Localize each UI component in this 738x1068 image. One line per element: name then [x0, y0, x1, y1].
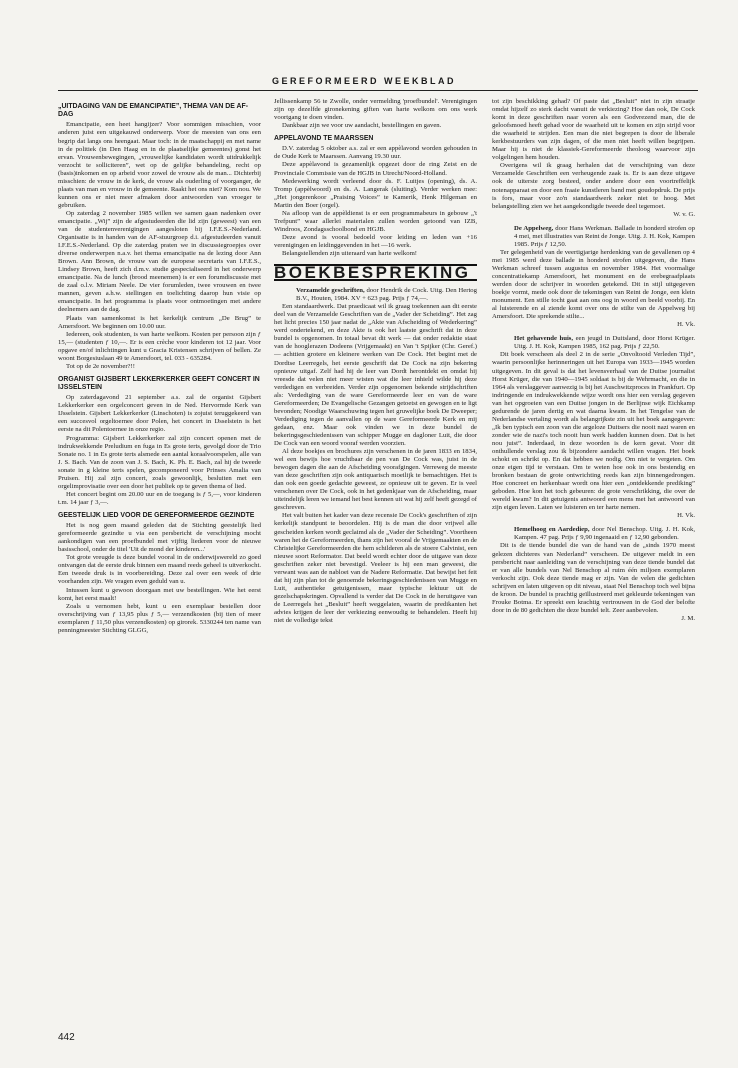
paragraph: Tot grote vreugde is deze bundel vooral in de onderwijswereld zo goed ontvangen dat de eerste druk binnen een maand reeds geheel is uitverkocht. Een tweede druk is in voorbereiding. Deze zal over een week of drie voorhanden zijn. We vragen even geduld van u.: [58, 554, 261, 586]
article-title: APPELAVOND TE MAARSSEN: [274, 135, 374, 143]
paragraph: Deze avond is vooral bedoeld voor leiding en leden van +16 verenigingen en leidinggevenden in het —16 werk.: [274, 233, 477, 249]
paragraph: Na afloop van de appèldienst is er een programmabeurs in gebouw „'t Trefpunt” waar allerlei materialen zullen worden getoond van IZB, Windroos, Zondagsschoolbond en HGJB.: [274, 209, 477, 233]
review-heading: [492, 225, 695, 249]
paragraph: Tot op de 2e november?!!: [66, 362, 135, 370]
book-title: Het gehavende huis,: [514, 335, 574, 343]
paragraph: Het concert begint om 20.00 uur en de toegang is ƒ 5,—, voor kinderen t.m. 14 jaar ƒ 3,—.: [58, 490, 261, 506]
paragraph: Op zaterdagavond 21 september a.s. zal de organist Gijsbert Lekkerkerker een orgelconcert geven in de Ned. Hervormde Kerk van IJsselstein. Gijsbert Lekkerkerker (Linschoten) is zojuist teruggekeerd van een succesvol orgeltoernee door Polen, het concert in IJsselstein is het eerste na dit Polentoernee in onze regio.: [58, 394, 261, 434]
reviewer-signature: J. M.: [681, 614, 695, 622]
paragraph: Overigens wil ik graag herhalen dat de verschijning van deze Verzamelde Geschriften een verheugende zaak is. Er is aan deze uitgave ook de uiterste zorg besteed, onder andere door een voortreffelijk notenapparaat en door een fraaie kunstleren band met goudopdruk. De prijs is fors, maar voor zo'n standaardwerk zeker niet te hoog. Met belangstelling zien we het aangekondigde tweede deel tegemoet.: [492, 162, 695, 210]
column-2: [274, 98, 477, 1028]
column-1: [58, 98, 261, 1028]
article-title: GEESTELIJK LIED VOOR DE GEREFORMEERDE GEZINDTE: [58, 511, 255, 519]
book-title: Hemelhoog en Aardediep,: [514, 526, 590, 534]
paragraph: Dit boek verscheen als deel 2 in de serie „Onvoltooid Verleden Tijd”, waarin persoonlijke herinneringen uit het Europa van 1933—1945 worden uitgegeven. In dit geval is dat het levensverhaal van de Duitse journalist Horst Krüger, die van 1940—1945 soldaat is bij de Wehrmacht, en die in 1964 als verslaggever aanwezig is bij het Auschwitzproces in Frankfurt. Op indringende en indrukwekkende wijze wordt ons hier een verslag gegeven van het opgroeien van een Duitse jongen in de Berlijnse wijk Eichkamp gedurende de jaren dertig en wat daarna kwam. In het Tengelse van de Nederlandse vertaling wordt als belangrijkste zin uit het boek aangegeven: „Ik ben typisch een zoon van die argeloze Duitsers die nooit nazi waren en zonder wie de nazi's toch nooit hun werk hadden kunnen doen. Dat is het nou juist”. Inderdaad, in deze woorden is de kern gevat. Voor dit onthullende verslag zou ik bijzondere aandacht willen vragen. Het boek schokt en schrikt op. En dat hebben we nodig. Om niet te vergeten. Om onze eigen tijd te verstaan. Om te weten hoe ook in ons bestendig en bronken bestaan de grote ontwrichting reeds kan zijn binnengedrongen. Hoe concreet en herkenbaar wordt ons hier een „ontdekkende prediking” geboden. Hoe kon het toch gebeuren: de grote verschrikking, die over de wereld kwam? In dit getuigenis antwoord een mens met het antwoord van zijn eigen leven. Laten we luisteren en ter harte nemen.: [492, 351, 695, 512]
running-header: GEREFORMEERD WEEKBLAD: [272, 76, 457, 86]
book-details: door Nel Benschop. Uitg. J. H. Kok, Kampen. 47 pag. Prijs ƒ 9,90 ingenaaid en ƒ 12,90 gebonden.: [514, 526, 695, 542]
paragraph: tot zijn beschikking gehad? Of paste dat „Besluit” niet in zijn straatje omdat hijzelf zo sterk dacht vanuit de verkiezing? Hoe dan ook, De Cock komt in deze geschriften naar voren als een Godvrezend man, die de geloofsmoed heeft gehad voor de waarheid uit te komen en zijn strijd voor die waarheid te strijden. Een man die niet begrepen is door de liberale kerkbestuurders van zijn dagen, of die men niet heeft willen begrijpen. Maar hij is niet de klassiek-Gereformeerde theoloog waarvoor zijn volgelingen hem houden.: [492, 98, 695, 162]
paragraph: Programma: Gijsbert Lekkerkerker zal zijn concert openen met de indrukwekkende Preludium en fuga in Es grote terts, gevolgd door de Trio Sonate no. 1 in Es grote terts alsmede een aantal koraalvoorspelen, alle van J. S. Bach. Van de zoon van J. S. Bach, K. Ph. E. Bach, zal hij de tweede sonate in g kleine terts spelen, gecomponeerd voor Prinses Amalia van Pruisen. Hij zal zijn concert, zoals gewoonlijk, besluiten met een orgelimprovisatie over een door het publiek op te geven thema of lied.: [58, 434, 261, 490]
paragraph: Intussen kunt u gewoon doorgaan met uw bestellingen. Wie het eerst komt, het eerst maalt!: [58, 586, 261, 602]
paragraph: Medewerking wordt verleend door ds. F. Luitjes (opening), ds. A. Tromp (appèlwoord) en ds. A. Langerak (sluiting). Verder werken mee: „Het jongerenkoor „Praising Voices” te Kamerik, Henk Hilgeman en Martin den Boer (orgel).: [274, 177, 477, 209]
book-details: door Hendrik de Cock. Uitg. Den Hertog B.V., Houten, 1984. XV + 623 pag. Prijs ƒ 74,—.: [296, 287, 477, 303]
reviewer-signature: W. v. G.: [673, 210, 695, 218]
paragraph: Plaats van samenkomst is het kerkelijk centrum „De Brug” te Amersfoort. We beginnen om 10.00 uur.: [58, 314, 261, 330]
paragraph: Zoals u vernomen hebt, kunt u een exemplaar bestellen door overschrijving van ƒ 13,95 plus ƒ 5,— verzendkosten (bij tien of meer exemplaren ƒ 11,50 plus verzendkosten) op girorek. 5330244 ten name van penningmeester Stichting GLGG,: [58, 602, 261, 634]
paragraph: Op zaterdag 2 november 1985 willen we samen gaan nadenken over emancipatie. „Wij” zijn de afgestudeerden die lid zijn (geweest) van een van de studentenverenigingen aangesloten bij I.F.E.S.-Nederland. Organisatie is in handen van de AF-stuurgroep d.i. afgestudeerden vanuit I.F.E.S.-Nederland. Op die zaterdag praten we in discussiegroepjes over diverse onderwerpen n.a.v. het thema emancipatie na de lezing door Ann Brown. Ann Brown, de vrouw van de europese secretaris van I.F.E.S., Lindsey Brown, heeft zich d.m.v. studie gespecialiseerd in het onderwerp emancipatie. Na de lunch (brood meenemen) is er een forumdiscussie met de zaal o.l.v. Miriam Neele. De vier forumleden, twee vrouwen en twee mannen, geven a.h.w. stellingen en toelichting daarop hun visie op emancipatie. In het programma is plaats voor ontmoetingen met andere deelnemers aan de dag.: [58, 209, 261, 314]
paragraph: Ter gelegenheid van de veertigjarige herdenking van de gevallenen op 4 mei 1985 werd deze ballade in honderd strofen uitgegeven, die Hans Werkman schreef tussen augustus en november 1984. Het voormalige concentratiekamp Amersfoort, het monument en de erebegraafplaats werden door de schrijver in woorden getekend. Dit in stijl uitgegeven boekje vormt, mede ook door de tekeningen van Reint de Jonge, een klein monument. Een stille tocht gaat aan ons oog in woord en beeld voorbij. En al luisterende en al ziende komt over ons de stilte van de Appelweg bij Amersfoort. Die sprekende stilte...: [492, 248, 695, 321]
book-details: door Hans Werkman. Ballade in honderd strofen op 4 mei, met illustraties van Reint de Jonge. Uitg. J. H. Kok, Kampen 1985. Prijs ƒ 12,50.: [514, 224, 695, 248]
paragraph: Deze appèlavond is gezamenlijk opgezet door de ring Zeist en de Provinciale Commissie van de HGJB in Utrecht/Noord-Holland.: [274, 161, 477, 177]
article-title: „UITDAGING VAN DE EMANCIPATIE”, THEMA VAN DE AF-DAG: [58, 103, 248, 119]
book-title: Verzamelde geschriften,: [296, 287, 365, 295]
review-heading: [492, 335, 695, 351]
paragraph: Iedereen, ook studenten, is van harte welkom. Kosten per persoon zijn ƒ 15,— (studenten ƒ 10,—. Er is een crèche voor kinderen tot 12 jaar. Voor opgave en/of inlichtingen kunt u Gracia Kristensen schrijven of bellen. Ze woont Borgesiuslaan 49 te Amersfoort, tel. 033 - 635284.: [58, 330, 261, 362]
paragraph: Al deze boekjes en brochures zijn verschenen in de jaren 1833 en 1834, wel een bewijs hoe vruchtbaar de pen van De Cock was, juist in de bewogen dagen die aan de Afscheiding voorafgingen. Verreweg de meeste van deze geschriften zijn ook antiquarisch moeilijk te bemachtigen. Het is dan ook een goede gedachte geweest, ze opnieuw uit te geven. Er is veel verschenen over De Cock, ook in het gedenkjaar van de Afscheiding, maar uiteindelijk leren we iemand het best kennen uit wat hij zelf heeft gezegd of geschreven.: [274, 448, 477, 512]
paragraph: Dankbaar zijn we voor uw aandacht, bestellingen en gaven.: [282, 122, 442, 130]
paragraph: D.V. zaterdag 5 oktober a.s. zal er een appèlavond worden gehouden in de Oude Kerk te Maarssen. Aanvang 19.30 uur.: [274, 145, 477, 161]
header-rule: [58, 90, 698, 91]
reviewer-signature: H. Vk.: [677, 321, 695, 329]
paragraph: Emancipatie, een heet hangijzer? Voor sommigen misschien, voor anderen juist een uitgekauwd onderwerp. Voor de meesten van ons een begrip dat langs ons heengaat. Maar toch: in de maatschappij en met name in de politiek (in Den Haag en in de plaatselijke gemeentes) gonst het ervan. Vrouwenbewegingen, „vrouwelijke kandidaten wordt uitdrukkelijk verzocht te solliciteren”, wet op de gelijke behandeling, recht op (basis)inkomen en op arbeid voor zowel de vrouw als de man... Dichterbij misschien: de vrouw in de kerk, de vrouw als ouderling of voorganger, de plaats van man en vrouw in de gemeente. Raakt het ons niet? Kom nou. We kunnen ons er niet meer afmaken door antwoorden van vroeger te gebruiken.: [58, 121, 261, 209]
review-heading: [274, 287, 477, 303]
article-title: ORGANIST GIJSBERT LEKKERKERKER GEEFT CONCERT IN IJSSELSTEIN: [58, 375, 260, 392]
paragraph: Een standaardwerk. Dat praedicaat wil ik graag toekennen aan dit eerste deel van de Verzamelde Geschriften van de „Vader der Scheiding”. Het zag het licht precies 150 jaar nadat de „Akte van Afscheiding of Wederkering” werd ondertekend, en deze Akte is ook het laatste geschrift dat in deze bundel is opgenomen. In totaal bevat dit werk — dat onder redaktie staat van de hooglerazen Dodeens (Vrijgemaakt) en Van 't Spijker (Chr. Geref.) — achttien grotere en kleinere werken van De Cock. Het begint met de Dordtse Leerregels, het eerste geschrift dat De Cock na zijn bekering opnieuw uitgaf. Zelf had hij de leer van Dordt herontdekt en omdat hij vreesde dat velen niet meer wisten wat die leer inhield wilde hij deze verdedigen en verbreiden. Verder zijn opgenomen bekende strijdschriften als: Verdediging van de ware Gereformeerde leer en van de ware Gereformeerden; De Evangelische Gezangen getoetst en gewogen en te ligt bevonden; Noodige Waarschuwing tegen het gruwelijke boek De Dweeper; Verdediging tegen de aanvallen op de ware Gereformeerde Kerk en mij gedaan, enz. Maar ook vinden we in deze bundel de bekeringsgeschiedenissen van schipper Mugge en dagloner Luit, die door De Cock van een woord vooraf werden voorzien.: [274, 303, 477, 447]
paragraph: Belangstellenden zijn uiteraard van harte welkom!: [282, 250, 417, 257]
book-details: een jeugd in Duitsland, door Horst Krüger. Uitg. J. H. Kok, Kampen 1985, 162 pag. Prijs ƒ 22,50.: [514, 335, 695, 351]
paragraph: Dit is de tiende bundel die van de hand van de „sinds 1970 meest gelezen dichteres van Nederland” verscheen. De uitgever meldt in een persbericht naar aanleiding van de verschijning van deze tiende bundel dat er van alle bundels van Nel Benschop al ruim één miljoen exemplaren verkocht zijn. Ook deze tiende mag er zijn. Van de velen die gedichten schrijven en laten uitgeven op dit niveau, staat Nel Benschop toch wel bijna de kroon. De bundel is prachtig geïllustreerd met gekleurde tekeningen van Frouke Botma. Er spreekt een krachtig vertrouwen in de God der belofte door in de 80 gedichten die deze bundel telt. Zeer aanbevolen.: [492, 542, 695, 614]
review-heading: [492, 526, 695, 542]
page-number: 442: [58, 1032, 75, 1043]
section-title: BOEKBESPREKING: [274, 264, 477, 281]
book-title: De Appelweg,: [514, 224, 554, 232]
column-3: [492, 98, 695, 1028]
paragraph: Het valt buiten het kader van deze recensie De Cock's geschriften of zijn kerkelijk standpunt te beoordelen. Hij is de man die door vrijwel alle gescheiden kerken wordt geclaimd als de „Vader der Scheiding”. Voortheen waren het de Gereformeerden, thans zijn het vooral de Vrijgemaakten en de Christelijke Gereformeerden die hem schilderen als de stoere Calvinist, een nieuwe soort Reformator. Dat beeld wordt echter door de uitgave van deze geschriften zeker niet bevestigd. Veeleer is hij een man geweest, die verwant was aan de nabloei van de Nadere Reformatie. Dat bewijst het feit dat hij zijn plan tot de genoemde bekeringsgeschiedenissen van Mugge en Luit, authentieke getuigenissen, maar typische lektuur uit de gezelschapskringen. Opvallend is verder dat De Cock in de heruitgave van de Leerregels het „Besluit” heeft weggelaten, waarin de predikanten het advies krijgen de leer der verkiezing eenwoudig te behandelen. Heeft hij niet de volledige tekst: [274, 512, 477, 625]
paragraph: Het is nog geen maand geleden dat de Stichting geestelijk lied gereformeerde gezindte u via een persbericht de verschijning mocht aankondigen van een proefbundel met vijftig liederen voor de nieuwe basisschool, onder de titel 'Uit de mond der kinderen...': [58, 522, 261, 554]
reviewer-signature: H. Vk.: [677, 512, 695, 520]
paragraph: Jellissenkamp 56 te Zwolle, onder vermelding 'proefbundel'. Verenigingen zijn op dezelfde gironekening giften van harte welkom om ons werk voortgang te doen vinden.: [274, 98, 477, 122]
